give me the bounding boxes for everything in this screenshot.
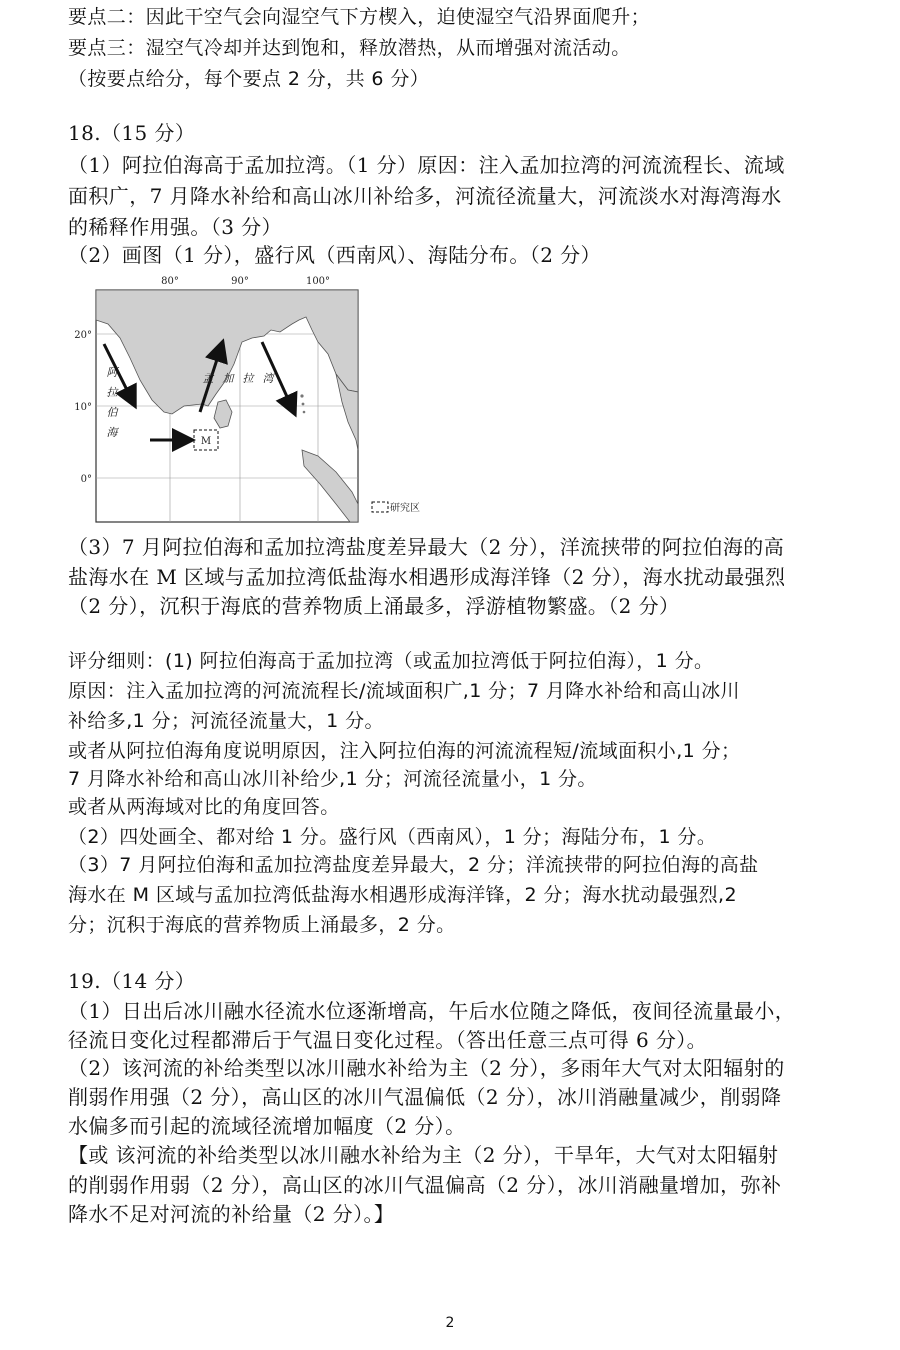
scoring-line-3: 补给多,1 分；河流径流量大，1 分。 — [68, 710, 384, 732]
scoring-line-8: （3）7 月阿拉伯海和孟加拉湾盐度差异最大，2 分；洋流挟带的阿拉伯海的高盐 — [68, 854, 759, 876]
bay-bengal-char-4: 湾 — [262, 372, 274, 385]
q19-answer-1-line-2: 径流日变化过程都滞后于气温日变化过程。（答出任意三点可得 6 分）。 — [68, 1028, 708, 1052]
q18-answer-3-line-1: （3）7 月阿拉伯海和孟加拉湾盐度差异最大（2 分），洋流挟带的阿拉伯海的高 — [68, 535, 785, 559]
q19-answer-2-line-2: 削弱作用强（2 分），高山区的冰川气温偏低（2 分），冰川消融量减少，削弱降 — [68, 1085, 782, 1109]
scoring-line-6: 或者从两海域对比的角度回答。 — [68, 796, 340, 818]
q18-answer-1-line-1: （1）阿拉伯海高于孟加拉湾。（1 分）原因：注入孟加拉湾的河流流程长、流域 — [68, 153, 785, 177]
scoring-line-10: 分；沉积于海底的营养物质上涌最多，2 分。 — [68, 914, 456, 936]
scoring-line-2: 原因：注入孟加拉湾的河流流程长/流域面积广,1 分；7 月降水补给和高山冰川 — [68, 680, 740, 702]
arabian-sea-char-1: 阿 — [106, 366, 118, 379]
q18-title: 18.（15 分） — [68, 121, 196, 145]
lat-label-20: 20° — [74, 330, 92, 341]
legend-swatch — [372, 502, 388, 512]
legend-label: 研究区 — [390, 503, 420, 514]
arabian-sea-char-2: 拉 — [106, 386, 118, 399]
lon-label-80: 80° — [161, 276, 179, 287]
lat-label-0: 0° — [80, 474, 92, 485]
map-figure — [66, 272, 420, 528]
arabian-sea-char-4: 海 — [106, 426, 118, 439]
scoring-line-4: 或者从阿拉伯海角度说明原因，注入阿拉伯海的河流流程短/流域面积小,1 分； — [68, 740, 741, 762]
lon-label-90: 90° — [231, 276, 249, 287]
q18-answer-1-line-2: 面积广，7 月降水补给和高山冰川补给多，河流径流量大，河流淡水对海湾海水 — [68, 184, 782, 208]
lat-label-10: 10° — [74, 402, 92, 413]
q18-answer-1-line-3: 的稀释作用强。（3 分） — [68, 215, 282, 239]
bay-bengal-char-2: 加 — [222, 372, 234, 385]
q19-alternative-line-2: 的削弱作用弱（2 分），高山区的冰川气温偏高（2 分），冰川消融量增加，弥补 — [68, 1173, 782, 1197]
q19-title: 19.（14 分） — [68, 969, 196, 993]
scoring-line-7: （2）四处画全、都对给 1 分。盛行风（西南风），1 分；海陆分布，1 分。 — [68, 826, 717, 848]
page-number: 2 — [445, 1315, 455, 1331]
scoring-line-5: 7 月降水补给和高山冰川补给少,1 分；河流径流量小，1 分。 — [68, 768, 597, 790]
q19-answer-2-line-1: （2）该河流的补给类型以冰川融水补给为主（2 分），多雨年大气对太阳辐射的 — [68, 1056, 785, 1080]
q18-answer-3-line-3: （2 分），沉积于海底的营养物质上涌最多，浮游植物繁盛。（2 分） — [68, 594, 680, 618]
lon-label-100: 100° — [305, 276, 331, 287]
q19-answer-1-line-1: （1）日出后冰川融水径流水位逐渐增高，午后水位随之降低，夜间径流量最小， — [68, 999, 796, 1023]
arabian-sea-char-3: 伯 — [106, 406, 118, 419]
q19-answer-2-line-3: 水偏多而引起的流域径流增加幅度（2 分）。 — [68, 1114, 466, 1138]
scoring-point-3: 要点三：湿空气冷却并达到饱和，释放潜热，从而增强对流活动。 — [68, 37, 631, 59]
q18-answer-3-line-2: 盐海水在 M 区域与孟加拉湾低盐海水相遇形成海洋锋（2 分），海水扰动最强烈 — [68, 565, 786, 589]
scoring-line-9: 海水在 M 区域与孟加拉湾低盐海水相遇形成海洋锋，2 分；海水扰动最强烈,2 — [68, 884, 737, 906]
region-m-label: M — [200, 436, 212, 447]
bay-bengal-char-1: 孟 — [202, 372, 214, 385]
bay-bengal-char-3: 拉 — [242, 372, 254, 385]
scoring-point-2: 要点二：因此干空气会向湿空气下方楔入，迫使湿空气沿界面爬升； — [68, 6, 651, 28]
scoring-line-1: 评分细则：(1) 阿拉伯海高于孟加拉湾（或孟加拉湾低于阿拉伯海），1 分。 — [68, 650, 714, 672]
q19-alternative-line-3: 降水不足对河流的补给量（2 分）。】 — [68, 1202, 395, 1226]
scoring-note: （按要点给分，每个要点 2 分，共 6 分） — [68, 68, 430, 90]
q18-answer-2: （2）画图（1 分），盛行风（西南风）、海陆分布。（2 分） — [68, 243, 601, 267]
q19-alternative-line-1: 【或 该河流的补给类型以冰川融水补给为主（2 分），干旱年，大气对太阳辐射 — [68, 1143, 779, 1167]
